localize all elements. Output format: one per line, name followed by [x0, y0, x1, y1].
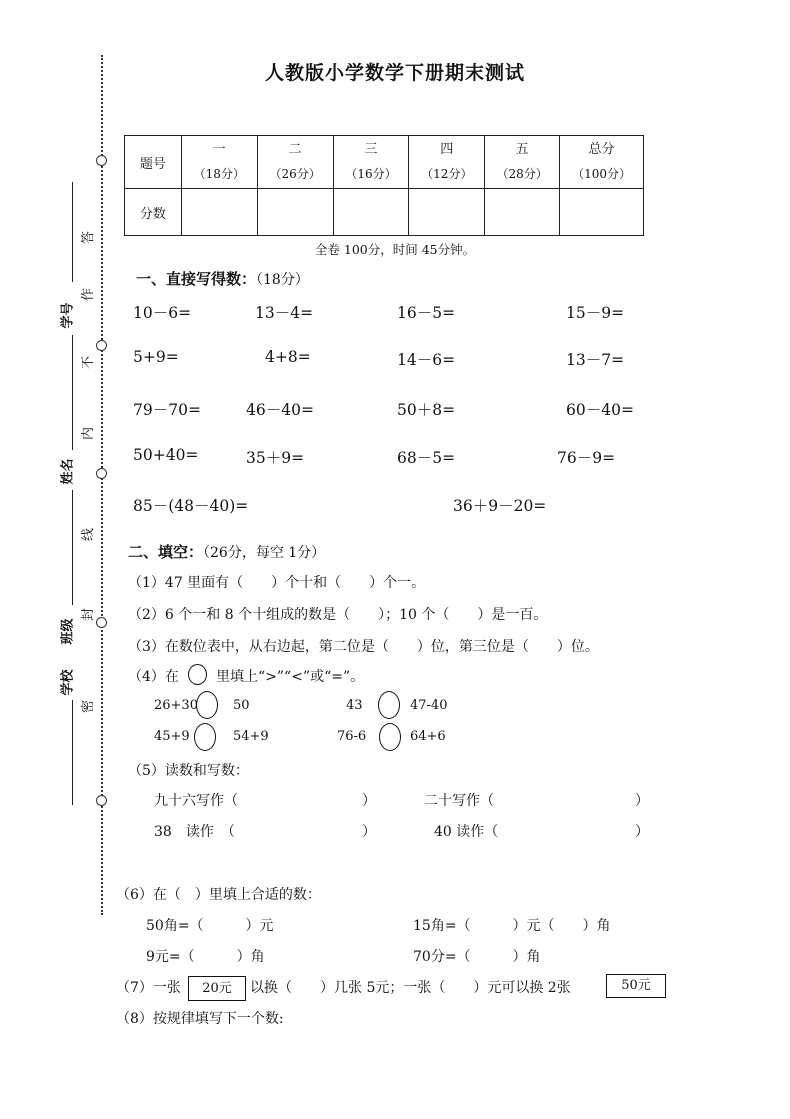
question-6: （6）在（ ）里填上合适的数： [116, 887, 321, 903]
compare-left: 26+30 [154, 698, 198, 713]
binding-dotted-line [101, 55, 103, 915]
comparison-oval-icon [188, 664, 207, 685]
seal-char: 密 [81, 699, 97, 714]
equation: 14－6= [397, 351, 456, 369]
table-col-2: 二 （26分） [257, 136, 333, 189]
read-write-close: ） [362, 793, 376, 809]
equation: 13－7= [566, 351, 625, 369]
equation: 15－9= [566, 304, 625, 322]
equation: 5+9= [133, 348, 179, 366]
equation: 60－40= [566, 401, 634, 419]
score-cell[interactable] [409, 189, 485, 236]
seal-char: 作 [81, 287, 97, 302]
unit-conversion: 50角=（ ）元 [146, 918, 274, 934]
question-3: （3）在数位表中，从右边起，第二位是（ ）位，第三位是（ ）位。 [128, 639, 599, 655]
question-8: （8）按规律填写下一个数: [116, 1011, 284, 1027]
read-write-close: ） [635, 793, 649, 809]
read-write-label: 二十写作（ [424, 793, 494, 809]
label-class: 班级 [60, 618, 76, 645]
equation: 13－4= [255, 304, 314, 322]
compare-left: 43 [346, 698, 363, 713]
equation: 85－(48－40)= [133, 497, 249, 515]
table-score-label: 分数 [125, 189, 182, 236]
question-4-text: 里填上“>”“<”或“=”。 [216, 669, 365, 685]
compare-left: 45+9 [154, 729, 190, 744]
table-col-5: 五 （28分） [485, 136, 560, 189]
question-7-lead: （7）一张 [116, 980, 181, 996]
question-2: （2）6 个一和 8 个十组成的数是（ ）；10 个（ ）是一百。 [128, 607, 548, 623]
score-cell[interactable] [485, 189, 560, 236]
equation: 35＋9= [246, 449, 305, 467]
question-4-lead: （4）在 [128, 669, 179, 685]
score-cell[interactable] [333, 189, 409, 236]
equation: 36＋9－20= [453, 497, 547, 515]
question-1: （1）47 里面有（ ）个十和（ ）个一。 [128, 575, 426, 591]
page-title: 人教版小学数学下册期末测试 [264, 62, 525, 84]
binding-hole [96, 468, 107, 479]
unit-conversion: 9元=（ ）角 [146, 949, 265, 965]
seal-char: 线 [81, 527, 97, 542]
table-col-4: 四 （12分） [409, 136, 485, 189]
score-table [124, 135, 644, 236]
compare-oval-input[interactable] [194, 723, 216, 751]
exam-note: 全卷 100分，时间 45分钟。 [314, 242, 476, 257]
seal-char: 内 [81, 426, 97, 441]
seal-char: 不 [81, 355, 97, 370]
compare-left: 76-6 [337, 729, 367, 744]
section1-heading: 一、直接写得数：（18分） [136, 270, 309, 288]
money-note-20: 20元 [188, 976, 246, 1001]
equation: 76－9= [557, 449, 616, 467]
fill-line [72, 490, 73, 605]
score-cell[interactable] [181, 189, 257, 236]
compare-oval-input[interactable] [379, 723, 401, 751]
compare-oval-input[interactable] [196, 691, 218, 719]
seal-char: 封 [81, 607, 97, 622]
table-col-total: 总分 （100分） [560, 136, 644, 189]
money-note-50: 50元 [606, 974, 666, 998]
fill-line [72, 335, 73, 450]
read-write-label: 40 读作（ [434, 824, 499, 840]
section2-heading: 二、填空：（26分，每空 1分） [128, 543, 326, 561]
equation: 68－5= [397, 449, 456, 467]
binding-hole [96, 155, 107, 166]
fill-line [72, 700, 73, 805]
equation: 46－40= [246, 401, 314, 419]
table-header-label: 题号 [125, 136, 182, 189]
label-student-id: 学号 [60, 302, 76, 329]
equation: 10－6= [133, 304, 192, 322]
equation: 50＋8= [397, 401, 456, 419]
compare-right: 47-40 [410, 698, 448, 713]
fill-line [72, 182, 73, 282]
question-5: （5）读数和写数： [128, 763, 249, 779]
read-write-label: 38 读作 （ [154, 824, 235, 840]
seal-char: 答 [81, 230, 97, 245]
question-7-text: 以换（ ）几张 5元；一张（ ）元可以换 2张 [250, 980, 571, 996]
table-col-3: 三 （16分） [333, 136, 409, 189]
read-write-label: 九十六写作（ [154, 793, 238, 809]
label-name: 姓名 [60, 458, 76, 485]
binding-hole [96, 617, 107, 628]
compare-right: 54+9 [233, 729, 269, 744]
unit-conversion: 15角=（ ）元（ ）角 [413, 918, 611, 934]
compare-right: 64+6 [410, 729, 446, 744]
unit-conversion: 70分=（ ）角 [413, 949, 541, 965]
binding-hole [96, 795, 107, 806]
score-cell[interactable] [560, 189, 644, 236]
score-cell[interactable] [257, 189, 333, 236]
read-write-close: ） [635, 824, 649, 840]
compare-oval-input[interactable] [378, 691, 400, 719]
equation: 79－70= [133, 401, 201, 419]
binding-hole [96, 340, 107, 351]
equation: 4+8= [265, 348, 311, 366]
compare-right: 50 [233, 698, 250, 713]
read-write-close: ） [362, 824, 376, 840]
equation: 16－5= [397, 304, 456, 322]
label-school: 学校 [60, 669, 76, 696]
table-col-1: 一 （18分） [181, 136, 257, 189]
equation: 50+40= [133, 446, 199, 464]
